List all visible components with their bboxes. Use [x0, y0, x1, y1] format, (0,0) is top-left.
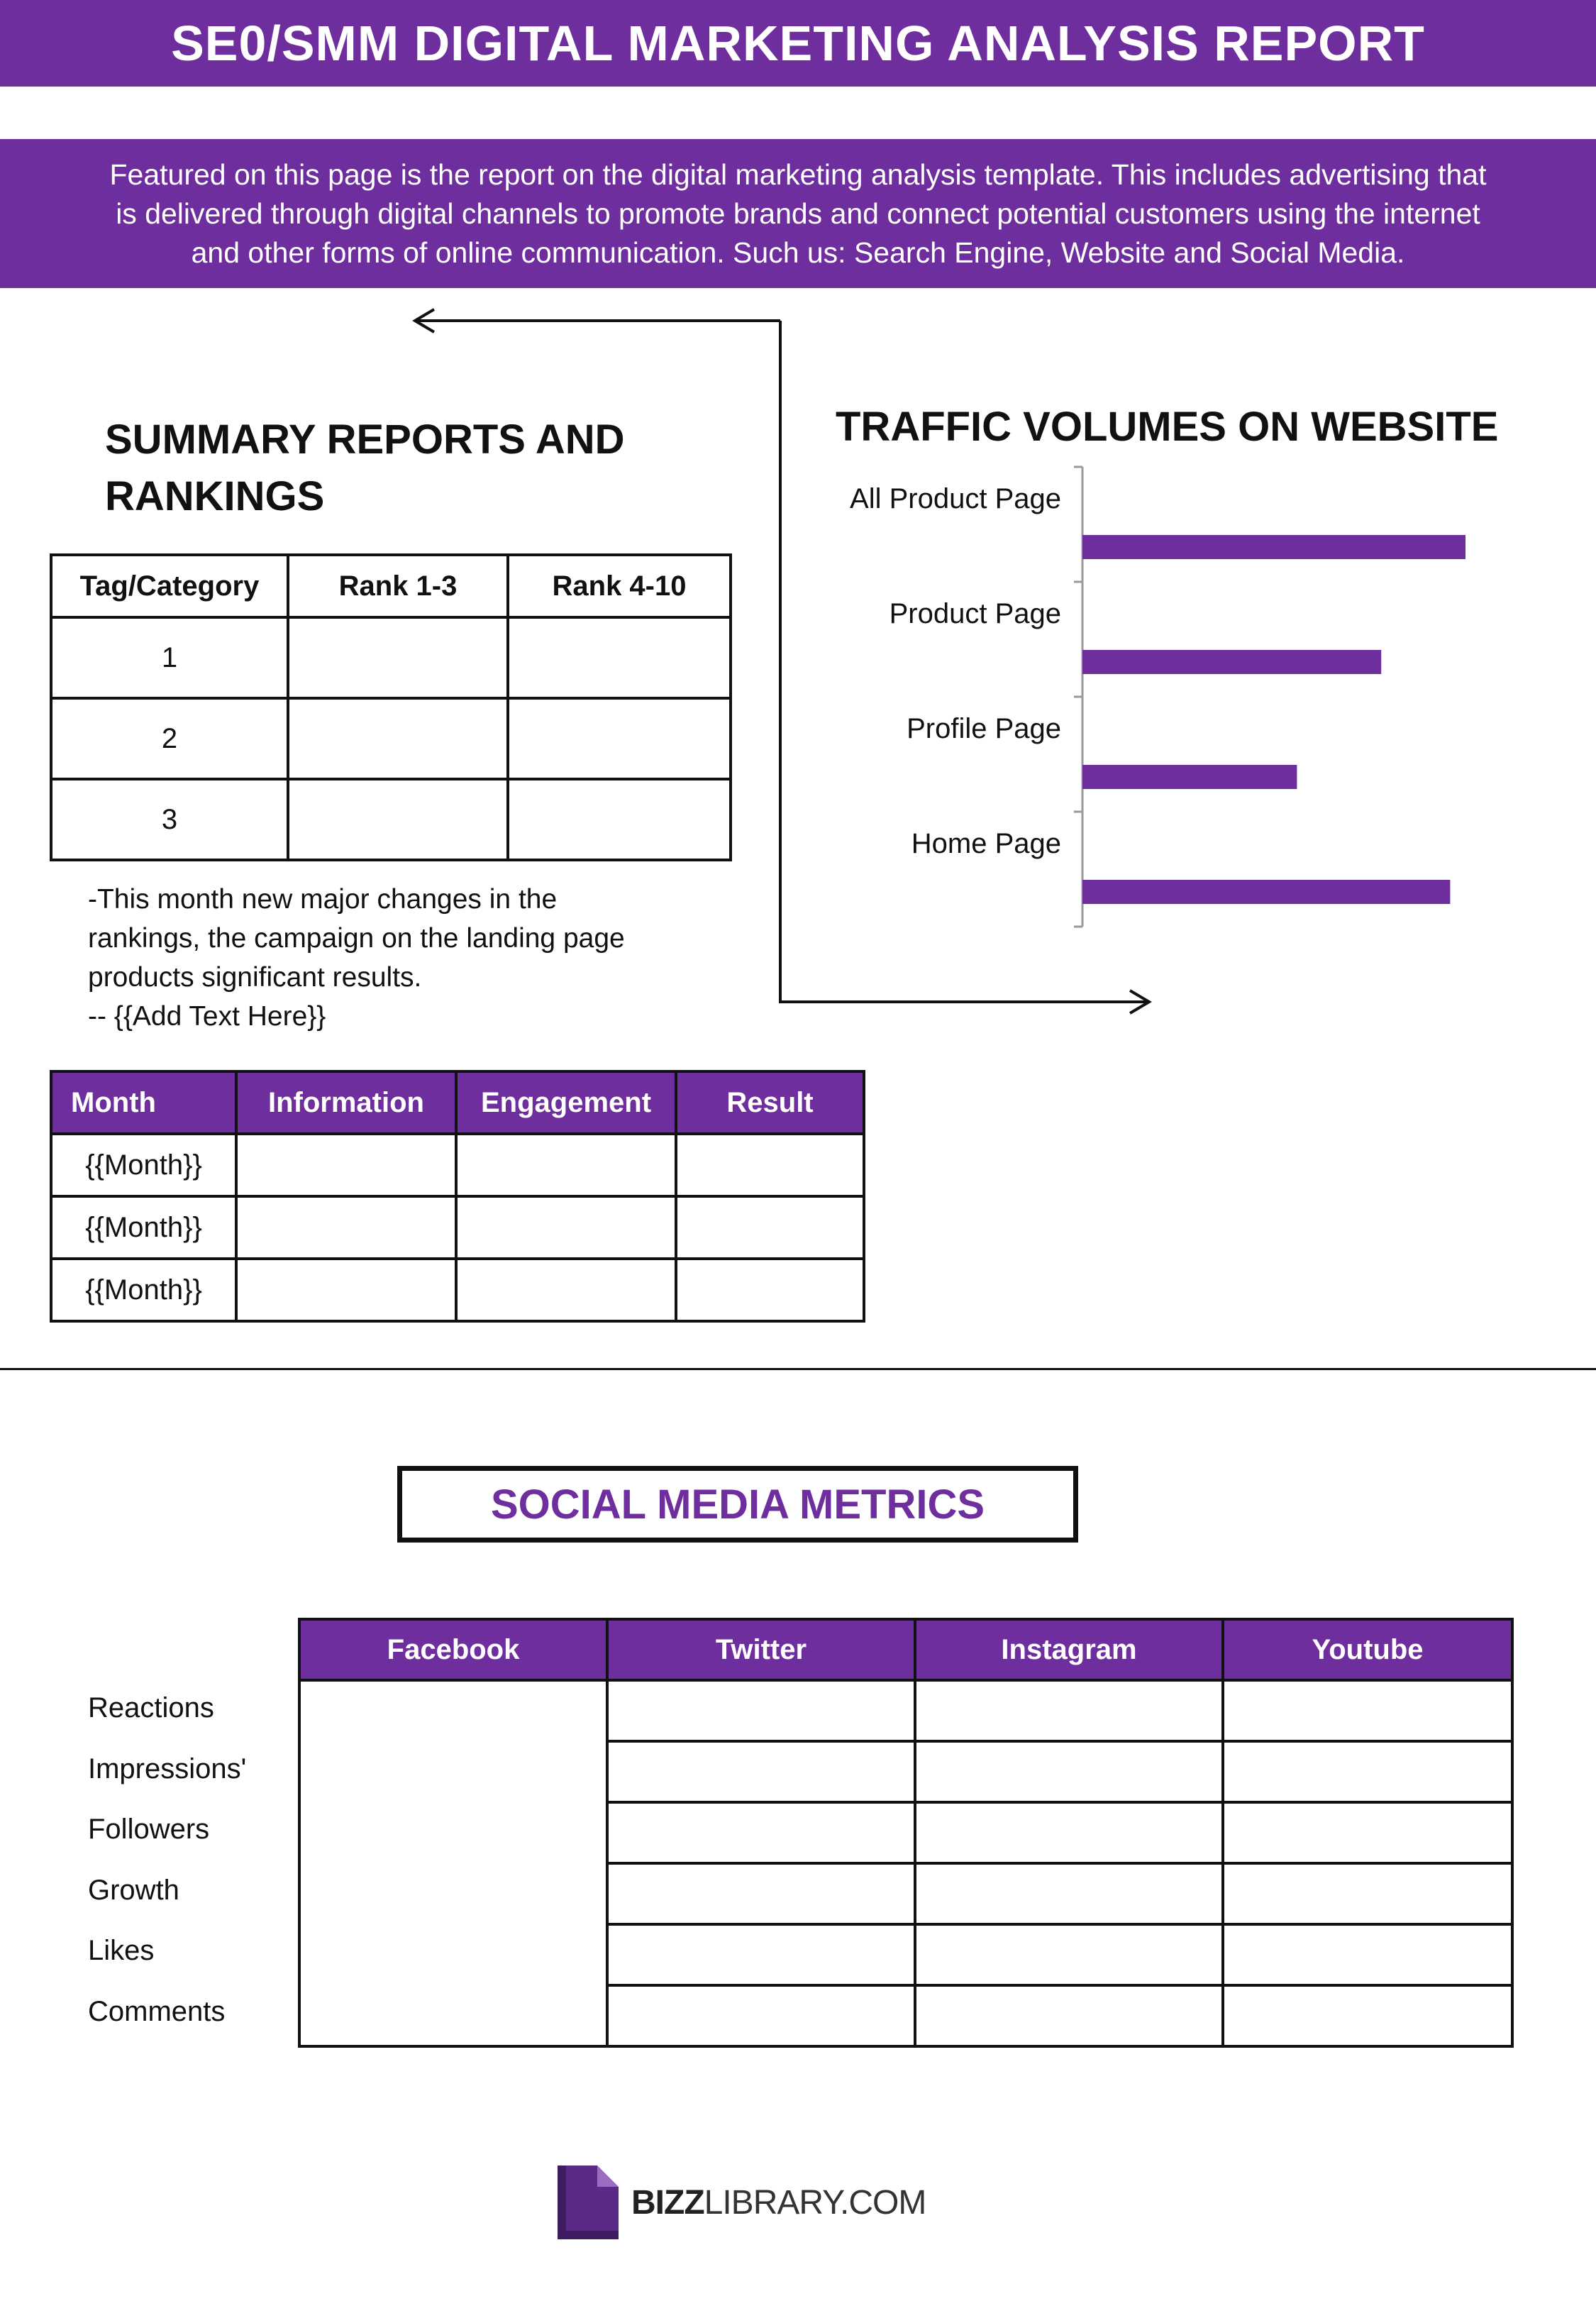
- category-label: Profile Page: [907, 713, 1061, 744]
- summary-note: [88, 880, 726, 1036]
- bar: [1082, 650, 1381, 674]
- table-cell[interactable]: [915, 1924, 1223, 1985]
- table-cell[interactable]: [236, 1134, 456, 1196]
- section-divider: [0, 1368, 1596, 1370]
- table-row: [51, 779, 731, 860]
- note-line: rankings, the campaign on the landing page: [88, 923, 625, 954]
- row-label: 3: [51, 779, 288, 860]
- column-header: Rank 4-10: [508, 555, 731, 617]
- table-cell[interactable]: [915, 1863, 1223, 1924]
- table-cell[interactable]: [288, 698, 508, 779]
- document-icon: [558, 2166, 619, 2239]
- table-cell[interactable]: [236, 1259, 456, 1321]
- bar: [1082, 765, 1297, 789]
- table-cell[interactable]: [607, 1863, 915, 1924]
- category-label: All Product Page: [850, 483, 1061, 514]
- platform-header: Youtube: [1223, 1619, 1512, 1680]
- table-cell[interactable]: [236, 1196, 456, 1259]
- note-line: products significant results.: [88, 962, 422, 993]
- table-cell[interactable]: [1223, 1802, 1512, 1863]
- row-label: 1: [51, 617, 288, 698]
- column-header: Information: [236, 1071, 456, 1134]
- bar: [1082, 535, 1465, 559]
- monthly-header-row: [51, 1071, 864, 1134]
- table-row: [51, 1196, 864, 1259]
- metric-label: Impressions': [88, 1753, 247, 1784]
- platform-header: Instagram: [915, 1619, 1223, 1680]
- metric-label: Comments: [88, 1995, 226, 2027]
- table-cell[interactable]: [508, 779, 731, 860]
- metric-label: Growth: [88, 1874, 179, 1906]
- table-cell[interactable]: [1223, 1985, 1512, 2046]
- table-cell[interactable]: [607, 1680, 915, 1741]
- table-cell[interactable]: [1223, 1680, 1512, 1741]
- table-cell[interactable]: [508, 698, 731, 779]
- logo-text: [631, 2183, 926, 2222]
- traffic-chart: [816, 454, 1490, 951]
- metric-label: Reactions: [88, 1692, 214, 1723]
- category-label: Home Page: [911, 828, 1061, 859]
- table-cell[interactable]: [1223, 1863, 1512, 1924]
- page-title: SE0/SMM DIGITAL MARKETING ANALYSIS REPORT: [171, 16, 1425, 71]
- table-row: [51, 1134, 864, 1196]
- table-cell[interactable]: [456, 1134, 676, 1196]
- social-section-title: SOCIAL MEDIA METRICS: [490, 1481, 985, 1528]
- intro-text: Featured on this page is the report on the digital marketing analysis template. This includes advertising that is delivered through digital channels to promote brands and connect potential customers using the internet and other forms of online communication. Such us: Search Engine, Website and Social Media.: [109, 158, 1487, 269]
- table-cell[interactable]: [676, 1134, 864, 1196]
- column-header: Result: [676, 1071, 864, 1134]
- table-cell[interactable]: [288, 617, 508, 698]
- social-section-title-box: [397, 1466, 1078, 1543]
- table-cell[interactable]: [1223, 1924, 1512, 1985]
- table-cell[interactable]: [1223, 1741, 1512, 1802]
- facebook-cell[interactable]: [299, 1680, 607, 2046]
- column-header: Tag/Category: [51, 555, 288, 617]
- table-cell[interactable]: [676, 1259, 864, 1321]
- metric-label: Followers: [88, 1814, 210, 1845]
- column-header: Month: [51, 1071, 236, 1134]
- row-label: 2: [51, 698, 288, 779]
- rankings-header-row: [51, 555, 731, 617]
- table-cell[interactable]: [915, 1985, 1223, 2046]
- table-row: [51, 698, 731, 779]
- logo-text-bold: BIZZ: [631, 2183, 704, 2222]
- table-cell[interactable]: [456, 1259, 676, 1321]
- table-cell[interactable]: [915, 1741, 1223, 1802]
- table-cell[interactable]: [676, 1196, 864, 1259]
- category-label: Product Page: [889, 598, 1061, 629]
- month-cell[interactable]: {{Month}}: [51, 1134, 236, 1196]
- table-cell[interactable]: [607, 1924, 915, 1985]
- table-cell[interactable]: [288, 779, 508, 860]
- social-header-row: [299, 1619, 1512, 1680]
- table-row: [51, 617, 731, 698]
- table-cell[interactable]: [456, 1196, 676, 1259]
- summary-title: SUMMARY REPORTS AND RANKINGS: [105, 416, 625, 519]
- platform-header: Facebook: [299, 1619, 607, 1680]
- table-cell[interactable]: [915, 1680, 1223, 1741]
- table-cell[interactable]: [508, 617, 731, 698]
- table-cell[interactable]: [607, 1802, 915, 1863]
- platform-header: Twitter: [607, 1619, 915, 1680]
- note-line: -- {{Add Text Here}}: [88, 1001, 326, 1032]
- social-metrics-table: [298, 1618, 1514, 2048]
- column-header: Engagement: [456, 1071, 676, 1134]
- logo-text-rest: LIBRARY.COM: [704, 2183, 926, 2222]
- month-cell[interactable]: {{Month}}: [51, 1259, 236, 1321]
- table-cell[interactable]: [607, 1985, 915, 2046]
- chart-title: TRAFFIC VOLUMES ON WEBSITE: [836, 404, 1499, 450]
- column-header: Rank 1-3: [288, 555, 508, 617]
- table-row: [51, 1259, 864, 1321]
- table-cell[interactable]: [915, 1802, 1223, 1863]
- note-line: -This month new major changes in the: [88, 884, 558, 915]
- bar: [1082, 880, 1450, 904]
- table-cell[interactable]: [607, 1741, 915, 1802]
- rankings-table: [50, 553, 732, 861]
- table-row: [299, 1680, 1512, 1741]
- monthly-table: [50, 1070, 865, 1323]
- bizzlibrary-logo[interactable]: [558, 2166, 926, 2239]
- metric-label: Likes: [88, 1935, 155, 1966]
- metric-labels: [88, 1678, 246, 2042]
- month-cell[interactable]: {{Month}}: [51, 1196, 236, 1259]
